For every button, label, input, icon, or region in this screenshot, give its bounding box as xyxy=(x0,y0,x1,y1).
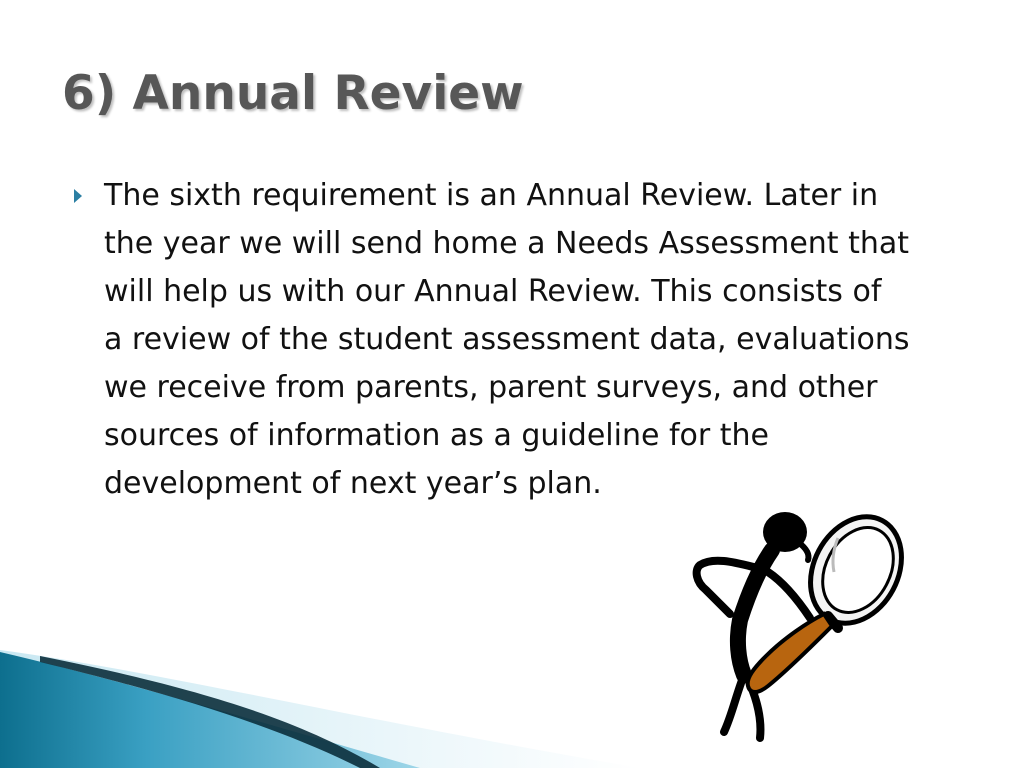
magnifying-glass-figure-icon xyxy=(688,510,918,750)
bullet-item xyxy=(74,172,974,508)
triangle-bullet-icon xyxy=(74,189,82,203)
bullet-text: The sixth requirement is an Annual Review. Later in the year we will send home a Needs Assessment that will help us with our Annual Review. This consists of a review of the student assessment data, evaluations we receive from parents, parent surveys, and other sources of information as a guideline for the development of next year’s plan. xyxy=(104,178,910,501)
slide-title: 6) Annual Review xyxy=(62,66,524,121)
decorative-wave-icon xyxy=(0,630,640,768)
